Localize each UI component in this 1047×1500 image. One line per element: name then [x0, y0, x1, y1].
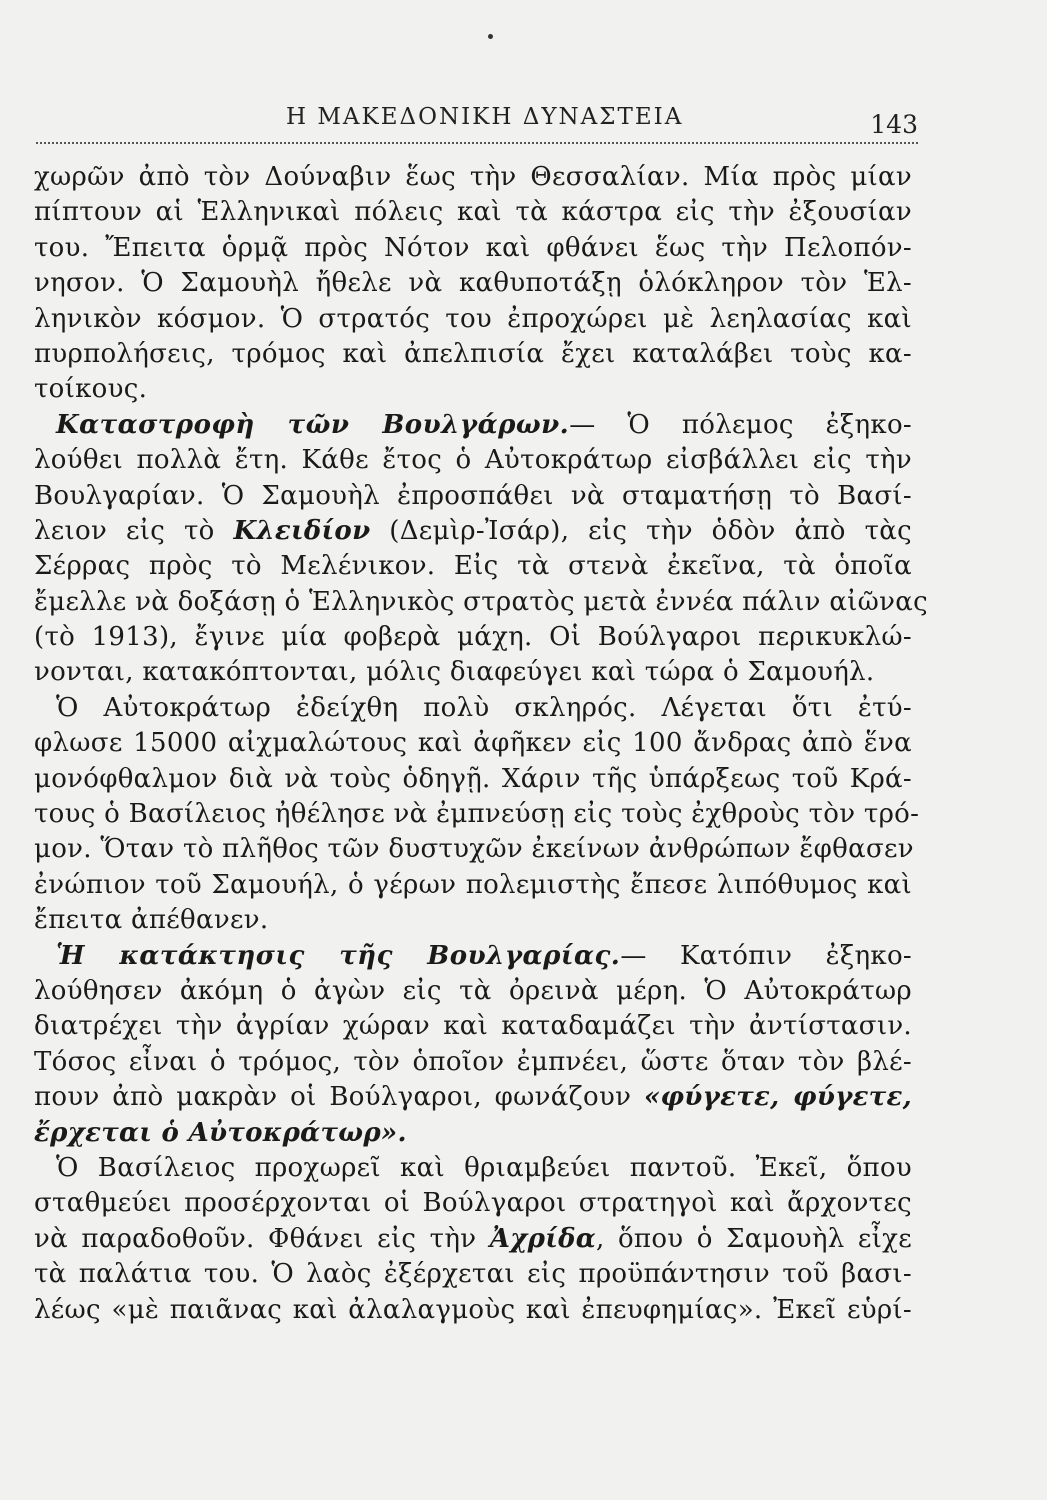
text-line: διατρέχει τὴν ἀγρίαν χώραν καὶ καταδαμάζει τὴν ἀντίστασιν.	[34, 1011, 912, 1042]
text-line: (τὸ 1913), ἔγινε μία φοβερὰ μάχη. Οἱ Βούλγαροι περικυκλώ-	[34, 622, 912, 653]
text-line: Ὁ Βασίλειος προχωρεῖ καὶ θριαμβεύει παντοῦ. Ἐκεῖ, ὅπου	[56, 1152, 912, 1183]
emphasized-quote: «φύγετε, φύγετε,	[643, 1082, 912, 1113]
text-line: λέως «μὲ παιᾶνας καὶ ἀλαλαγμοὺς καὶ ἐπευφημίας». Ἐκεῖ εὑρί-	[34, 1294, 912, 1325]
text-line: νονται, κατακόπτονται, μόλις διαφεύγει καὶ τώρα ὁ Σαμουήλ.	[34, 657, 875, 688]
text-line: μον. Ὅταν τὸ πλῆθος τῶν δυστυχῶν ἐκείνων ἀνθρώπων ἔφθασεν	[34, 834, 914, 865]
text-line: σταθμεύει προσέρχονται οἱ Βούλγαροι στρατηγοὶ καὶ ἄρχοντες	[34, 1188, 912, 1219]
section-heading: Καταστροφὴ τῶν Βουλγάρων.	[56, 409, 570, 440]
text-line: Σέρρας πρὸς τὸ Μελένικον. Εἰς τὰ στενὰ ἐκεῖνα, τὰ ὁποῖα	[34, 551, 912, 582]
text-line: τὰ παλάτια του. Ὁ λαὸς ἐξέρχεται εἰς προϋπάντησιν τοῦ βασι-	[34, 1259, 912, 1290]
page-header	[36, 100, 918, 150]
section-heading-line: Ἡ κατάκτησις τῆς Βουλγαρίας.— Κατόπιν ἐξηκο-	[56, 940, 912, 971]
text-line: λειον εἰς τὸ Κλειδίον (Δεμὶρ-Ἰσάρ), εἰς τὴν ὁδὸν ἀπὸ τὰς	[34, 515, 912, 546]
text-line: χωρῶν ἀπὸ τὸν Δούναβιν ἕως τὴν Θεσσαλίαν. Μία πρὸς μίαν	[34, 162, 912, 192]
text-line: ληνικὸν κόσμον. Ὁ στρατός του ἐπροχώρει μὲ λεηλασίας καὶ	[34, 303, 912, 334]
text-line: πουν ἀπὸ μακρὰν οἱ Βούλγαροι, φωνάζουν «φύγετε, φύγετε,	[34, 1082, 912, 1113]
emphasized-quote: ἔρχεται ὁ Αὐτοκράτωρ».	[34, 1117, 407, 1148]
header-dotted-rule	[36, 142, 918, 144]
text-line: πυρπολήσεις, τρόμος καὶ ἀπελπισία ἔχει καταλάβει τοὺς κα-	[34, 338, 912, 369]
text-line: Ὁ Αὐτοκράτωρ ἐδείχθη πολὺ σκληρός. Λέγεται ὅτι ἐτύ-	[56, 692, 912, 723]
text-line: του. Ἔπειτα ὁρμᾷ πρὸς Νότον καὶ φθάνει ἕως τὴν Πελοπόν-	[34, 232, 912, 263]
emphasized-place: Ἀχρίδα	[489, 1223, 597, 1254]
text-line: νησον. Ὁ Σαμουὴλ ἤθελε νὰ καθυποτάξῃ ὁλόκληρον τὸν Ἑλ-	[34, 268, 912, 299]
section-heading: Ἡ κατάκτησις τῆς Βουλγαρίας.	[56, 940, 621, 971]
text-line: τους ὁ Βασίλειος ἠθέλησε νὰ ἐμπνεύσῃ εἰς τοὺς ἐχθροὺς τὸν τρό-	[34, 799, 920, 830]
text-line: λούθησεν ἀκόμη ὁ ἀγὼν εἰς τὰ ὀρεινὰ μέρη. Ὁ Αὐτοκράτωρ	[34, 975, 912, 1006]
text-line: ἔπειτα ἀπέθανεν.	[34, 905, 269, 936]
text-line: ἔμελλε νὰ δοξάσῃ ὁ Ἑλληνικὸς στρατὸς μετὰ ἐννέα πάλιν αἰῶνας	[34, 586, 929, 617]
text-line: φλωσε 15000 αἰχμαλώτους καὶ ἀφῆκεν εἰς 100 ἄνδρας ἀπὸ ἕνα	[34, 728, 912, 759]
emphasized-place: Κλειδίον	[233, 515, 371, 546]
text-line: μονόφθαλμον διὰ νὰ τοὺς ὁδηγῇ. Χάριν τῆς ὑπάρξεως τοῦ Κρά-	[34, 763, 912, 794]
text-line: ἐνώπιον τοῦ Σαμουήλ, ὁ γέρων πολεμιστὴς ἔπεσε λιπόθυμος καὶ	[34, 869, 912, 900]
section-heading-line: Καταστροφὴ τῶν Βουλγάρων.— Ὁ πόλεμος ἐξηκο-	[56, 409, 912, 440]
text-line: νὰ παραδοθοῦν. Φθάνει εἰς τὴν Ἀχρίδα, ὅπου ὁ Σαμουὴλ εἶχε	[34, 1223, 913, 1254]
ink-dot	[488, 34, 493, 39]
text-line: πίπτουν αἱ Ἑλληνικαὶ πόλεις καὶ τὰ κάστρα εἰς τὴν ἐξουσίαν	[34, 197, 912, 228]
text-line: λούθει πολλὰ ἔτη. Κάθε ἔτος ὁ Αὐτοκράτωρ εἰσβάλλει εἰς τὴν	[34, 445, 912, 476]
text-line: Βουλγαρίαν. Ὁ Σαμουὴλ ἐπροσπάθει νὰ σταματήσῃ τὸ Βασί-	[34, 480, 912, 511]
text-line: Τόσος εἶναι ὁ τρόμος, τὸν ὁποῖον ἐμπνέει, ὥστε ὅταν τὸν βλέ-	[34, 1046, 912, 1077]
page-number: 143	[870, 110, 918, 139]
text-line: τοίκους.	[34, 374, 148, 405]
body-text	[34, 160, 929, 1328]
text-line	[34, 1116, 912, 1151]
running-title: Η ΜΑΚΕΔΟΝΙΚΗ ΔΥΝΑΣΤΕΙΑ	[286, 104, 684, 130]
